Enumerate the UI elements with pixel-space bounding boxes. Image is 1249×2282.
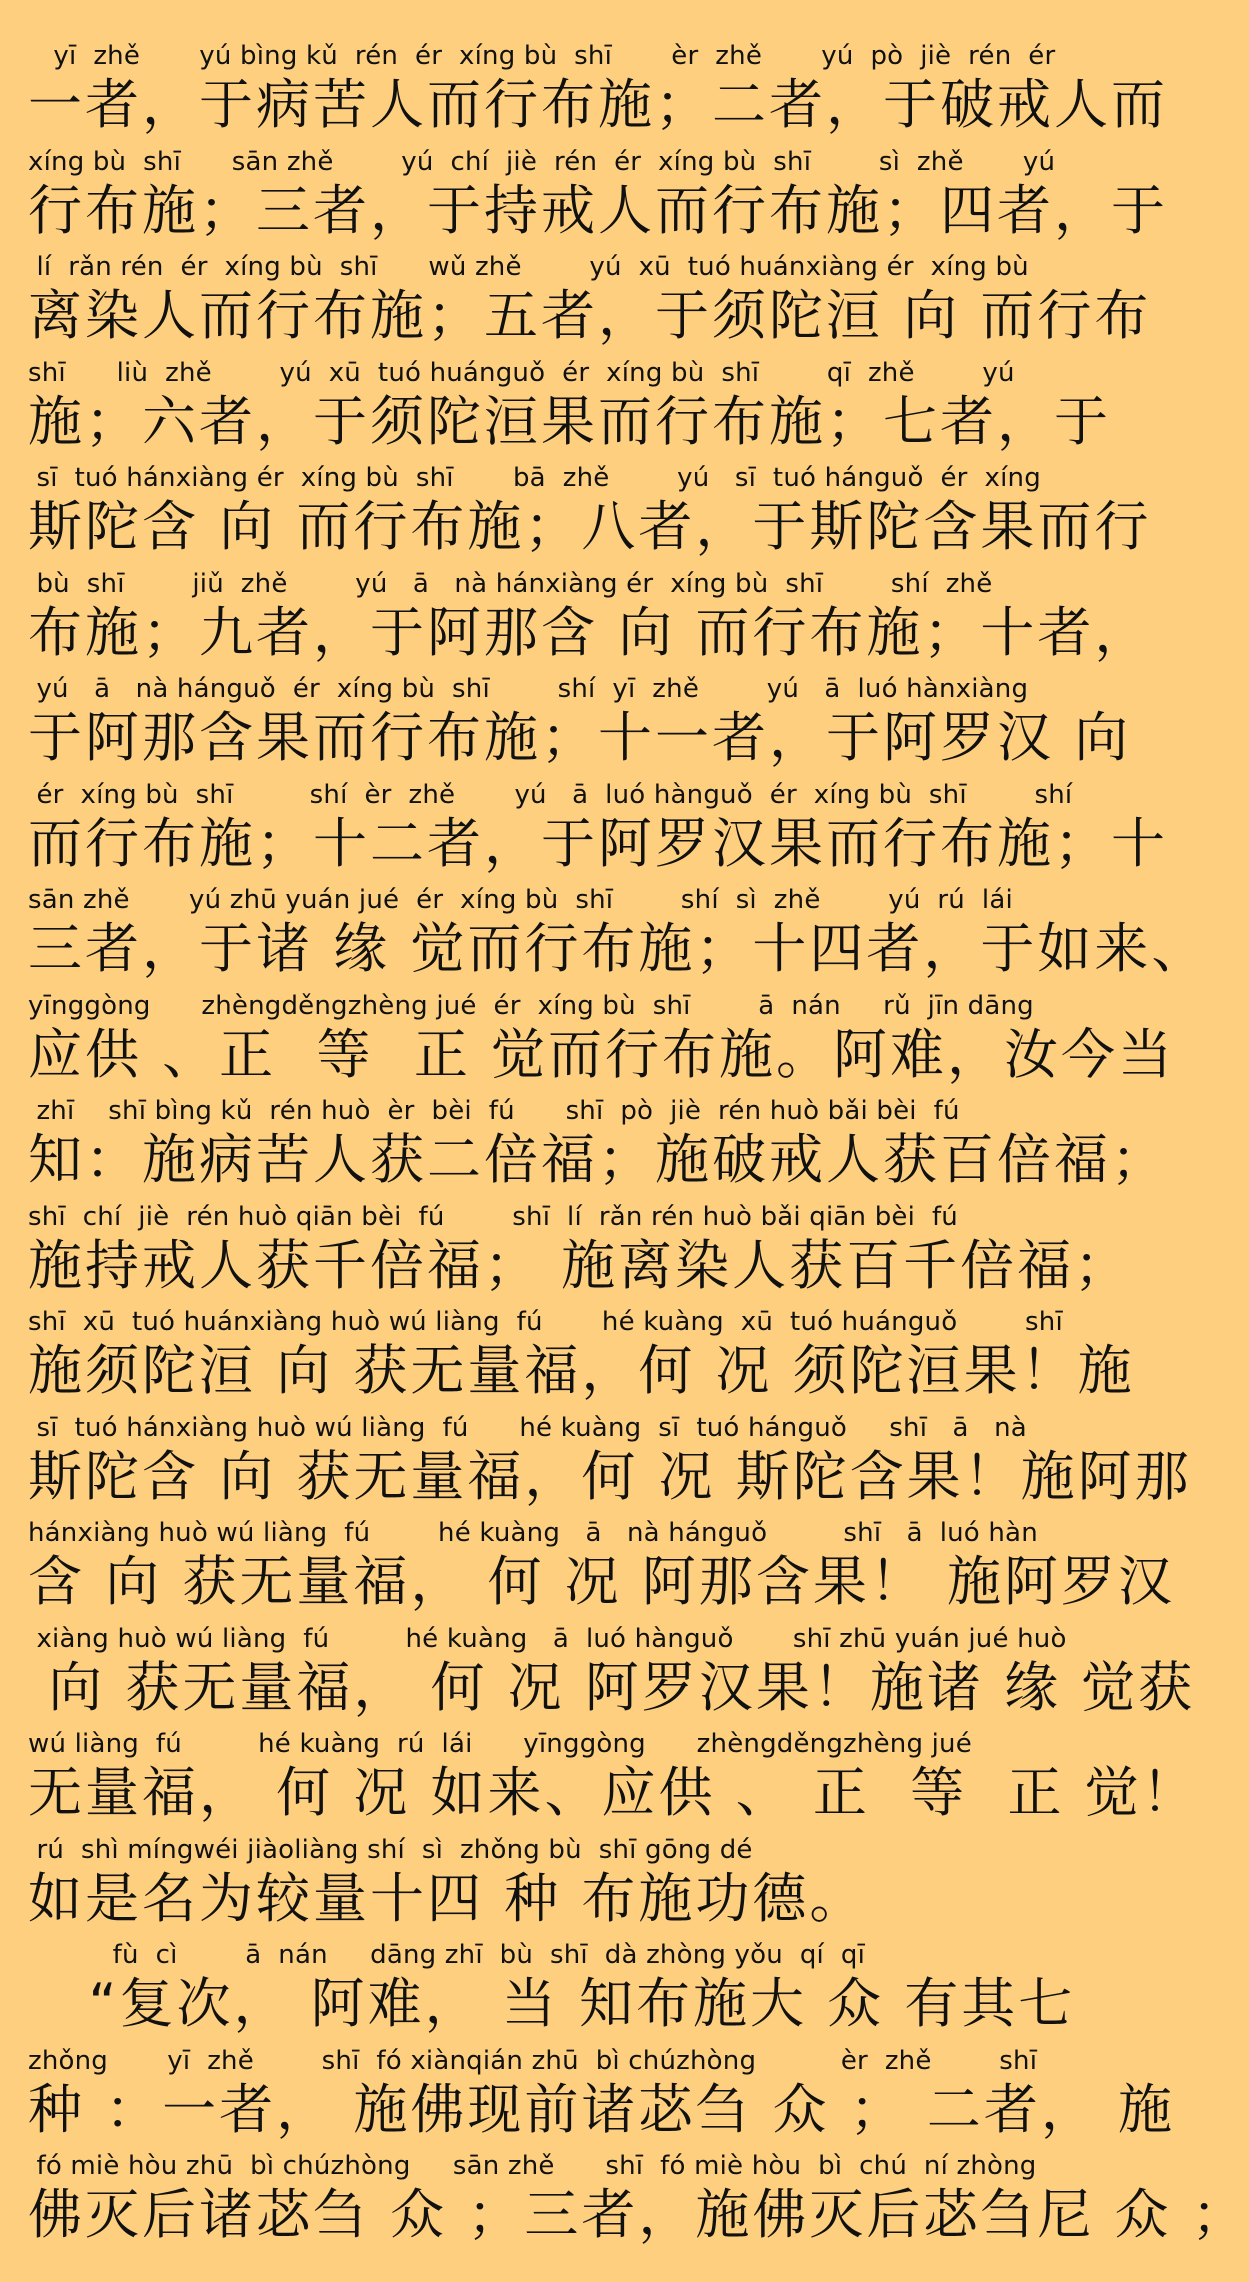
hanzi-row: 含 向 获无量福， 何 况 阿那含果！ 施阿罗汉 xyxy=(28,1550,1175,1613)
text-line xyxy=(28,38,1168,144)
text-line xyxy=(28,355,1111,461)
hanzi-row: 于阿那含果而行布施；十一者，于阿罗汉 向 xyxy=(28,706,1132,769)
hanzi-row: 施；六者，于须陀洹果而行布施；七者，于 xyxy=(28,389,1111,453)
pinyin-row: wú liàng fú hé kuàng rú lái yīnggòng zhèngděngzhèng jué xyxy=(28,1729,972,1759)
pinyin-row: shī xū tuó huánxiàng huò wú liàng fú hé kuàng xū tuó huánguǒ shī xyxy=(28,1307,1063,1337)
text-line xyxy=(28,882,1209,988)
hanzi-row: 佛灭后诸苾刍 众 ；三者，施佛灭后苾刍尼 众 ； xyxy=(28,2183,1249,2246)
text-line xyxy=(28,1093,1168,1199)
text-line xyxy=(28,988,1175,1094)
pinyin-row: hánxiàng huò wú liàng fú hé kuàng ā nà hánguǒ shī ā luó hàn xyxy=(28,1518,1038,1548)
text-line xyxy=(28,1937,1076,2043)
pinyin-row: shī chí jiè rén huò qiān bèi fú shī lí rǎn rén huò bǎi qiān bèi fú xyxy=(28,1201,958,1232)
text-line xyxy=(28,671,1132,777)
text-line xyxy=(28,2148,1249,2254)
hanzi-row: 向 获无量福， 何 况 阿罗汉果！施诸 缘 觉获 xyxy=(28,1655,1196,1719)
pinyin-row: fó miè hòu zhū bì chúzhòng sān zhě shī fó miè hòu bì chú ní zhòng xyxy=(28,2151,1037,2181)
hanzi-row: 离染人而行布施；五者，于须陀洹 向 而行布 xyxy=(28,284,1152,347)
text-line xyxy=(28,1621,1196,1727)
pinyin-row: sān zhě yú zhū yuán jué ér xíng bù shī shí sì zhě yú rú lái xyxy=(28,885,1013,915)
hanzi-row: 一者，于病苦人而行布施；二者，于破戒人而 xyxy=(28,73,1168,136)
hanzi-row: 三者，于诸 缘 觉而行布施；十四者，于如来、 xyxy=(28,917,1209,980)
text-line xyxy=(28,1515,1175,1621)
hanzi-row: 布施；九者，于阿那含 向 而行布施；十者， xyxy=(28,600,1152,664)
text-line xyxy=(28,1726,1199,1832)
pinyin-row: zhī shī bìng kǔ rén huò èr bèi fú shī pò jiè rén huò bǎi bèi fú xyxy=(28,1096,960,1126)
pinyin-row: ér xíng bù shī shí èr zhě yú ā luó hànguǒ ér xíng bù shī shí xyxy=(28,779,1073,810)
hanzi-row: 而行布施；十二者，于阿罗汉果而行布施；十 xyxy=(28,811,1168,875)
hanzi-row: “复次， 阿难， 当 知布施大 众 有其七 xyxy=(28,1972,1076,2035)
text-line xyxy=(28,1199,1132,1305)
pinyin-row: yīnggòng zhèngděngzhèng jué ér xíng bù shī ā nán rǔ jīn dāng xyxy=(28,990,1034,1021)
hanzi-row: 施须陀洹 向 获无量福，何 况 须陀洹果！施 xyxy=(28,1339,1135,1402)
pinyin-row: sī tuó hánxiàng ér xíng bù shī bā zhě yú sī tuó hánguǒ ér xíng xyxy=(28,463,1041,493)
pinyin-row: sī tuó hánxiàng huò wú liàng fú hé kuàng sī tuó hánguǒ shī ā nà xyxy=(28,1412,1027,1443)
text-line xyxy=(28,1410,1192,1516)
hanzi-row: 行布施；三者，于持戒人而行布施；四者，于 xyxy=(28,178,1168,242)
pinyin-row: xíng bù shī sān zhě yú chí jiè rén ér xíng bù shī sì zhě yú xyxy=(28,146,1056,177)
hanzi-row: 种 ：一者， 施佛现前诸苾刍 众 ； 二者， 施 xyxy=(28,2077,1175,2141)
pinyin-row: yī zhě yú bìng kǔ rén ér xíng bù shī èr zhě yú pò jiè rén ér xyxy=(28,41,1056,71)
pinyin-row: yú ā nà hánguǒ ér xíng bù shī shí yī zhě yú ā luó hànxiàng xyxy=(28,674,1029,704)
hanzi-row: 应供 、正 等 正 觉而行布施。阿难，汝今当 xyxy=(28,1022,1175,1086)
pinyin-row: xiàng huò wú liàng fú hé kuàng ā luó hànguǒ shī zhū yuán jué huò xyxy=(28,1623,1067,1654)
text-line xyxy=(28,1304,1135,1410)
hanzi-row: 施持戒人获千倍福； 施离染人获百千倍福； xyxy=(28,1233,1132,1297)
hanzi-row: 斯陀含 向 获无量福，何 况 斯陀含果！施阿那 xyxy=(28,1444,1192,1508)
text-line xyxy=(28,566,1152,672)
pinyin-row: bù shī jiǔ zhě yú ā nà hánxiàng ér xíng bù shī shí zhě xyxy=(28,568,993,599)
pinyin-row: fù cì ā nán dāng zhī bù shī dà zhòng yǒu qí qī xyxy=(28,1940,866,1970)
pinyin-row: lí rǎn rén ér xíng bù shī wǔ zhě yú xū tuó huánxiàng ér xíng bù xyxy=(28,252,1029,282)
hanzi-row: 无量福， 何 况 如来、应供 、 正 等 正 觉！ xyxy=(28,1761,1199,1824)
text-line xyxy=(28,777,1168,883)
pinyin-row: rú shì míngwéi jiàoliàng shí sì zhǒng bù shī gōng dé xyxy=(28,1834,753,1865)
hanzi-row: 知：施病苦人获二倍福；施破戒人获百倍福； xyxy=(28,1128,1168,1191)
hanzi-row: 斯陀含 向 而行布施；八者，于斯陀含果而行 xyxy=(28,495,1152,558)
pinyin-row: zhǒng yī zhě shī fó xiànqián zhū bì chúzhòng èr zhě shī xyxy=(28,2045,1038,2076)
text-line xyxy=(28,460,1152,566)
text-line xyxy=(28,1832,1052,1938)
hanzi-row: 如是名为较量十四 种 布施功德。 xyxy=(28,1866,867,1930)
text-line xyxy=(28,144,1168,250)
text-line xyxy=(28,2043,1175,2149)
text-line xyxy=(28,249,1152,355)
pinyin-row: shī liù zhě yú xū tuó huánguǒ ér xíng bù shī qī zhě yú xyxy=(28,357,1015,388)
